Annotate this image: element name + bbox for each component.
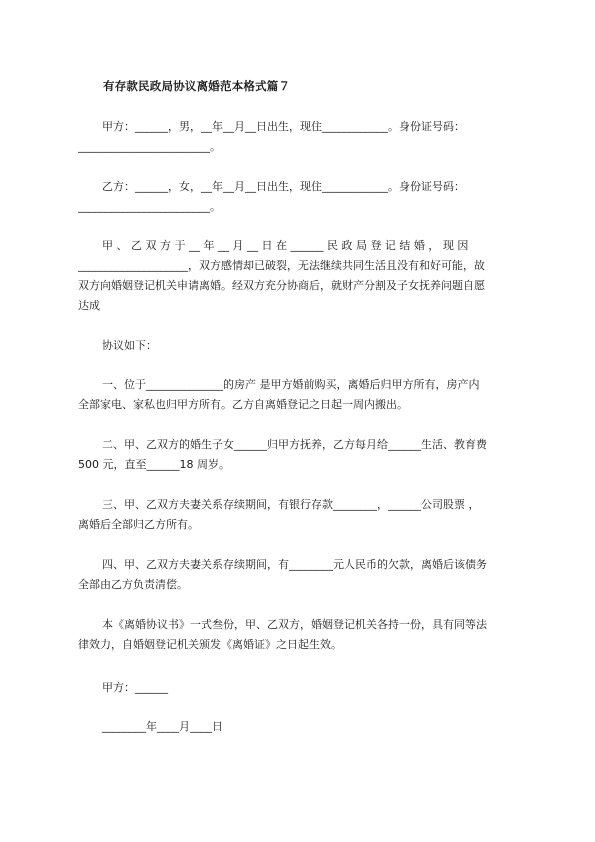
party-a-line-1: 甲方：______，男，__年__月__日出生，现住____________。身份证号码： xyxy=(102,120,465,133)
effectiveness-line-2: 律效力，自婚姻登记机关颁发《离婚证》之日起生效。 xyxy=(78,638,342,651)
agreement-intro-paragraph xyxy=(78,336,522,356)
signature-paragraph xyxy=(78,678,522,698)
clause-two-line-2: 500 元，直至______18 周岁。 xyxy=(78,458,230,471)
clause-one-line-2: 全部家电、家私也归甲方所有。乙方自离婚登记之日起一周内搬出。 xyxy=(78,398,408,411)
marriage-line-3: 双方向婚姻登记机关申请离婚。经双方充分协商后，就财产分割及子女抚养问题自愿 xyxy=(78,279,485,292)
date-paragraph xyxy=(78,717,522,737)
party-a-line-2: ________________________。 xyxy=(78,140,221,153)
clause-four-paragraph xyxy=(78,555,522,595)
party-a-paragraph xyxy=(78,117,522,157)
clause-four-line-1: 四、甲、乙双方夫妻关系存续期间，有________元人民币的欠款，离婚后该债务 xyxy=(102,558,487,571)
clause-one-line-1: 一、位于______________的房产 是甲方婚前购买，离婚后归甲方所有，房产内 xyxy=(102,378,480,391)
effectiveness-line-1: 本《离婚协议书》一式叁份，甲、乙双方，婚姻登记机关各持一份，具有同等法 xyxy=(102,618,487,631)
marriage-line-4: 达成 xyxy=(78,299,100,312)
clause-three-paragraph xyxy=(78,495,522,535)
party-b-line-1: 乙方：______，女，__年__月__日出生，现住____________。身份证号码： xyxy=(102,180,465,193)
clause-four-line-2: 全部由乙方负责清偿。 xyxy=(78,578,188,591)
clause-two-line-1: 二、甲、乙双方的婚生子女______归甲方抚养，乙方每月给______生活、教育费 xyxy=(102,438,487,451)
party-b-line-2: ________________________。 xyxy=(78,200,221,213)
document-title: 有存款民政局协议离婚范本格式篇７ xyxy=(103,79,291,93)
agreement-intro-line: 协议如下： xyxy=(102,339,157,352)
clause-two-paragraph xyxy=(78,435,522,475)
clause-three-line-1: 三、甲、乙双方夫妻关系存续期间，有银行存款________，______公司股票 ， xyxy=(102,498,480,511)
clause-three-line-2: 离婚后全部归乙方所有。 xyxy=(78,518,199,531)
marriage-registration-paragraph xyxy=(78,236,522,316)
signature-party-a: 甲方：______ xyxy=(102,681,168,694)
signature-date: ________年____月____日 xyxy=(102,720,223,733)
marriage-line-1: 甲 、 乙 双 方 于 __ 年 __ 月 __ 日 在 ______ 民 政 局 登 记 结 婚 ， 现 因 xyxy=(102,239,469,252)
marriage-line-2: ____________________，双方感情却已破裂，无法继续共同生活且没有和好可能，故 xyxy=(78,259,485,272)
party-b-paragraph xyxy=(78,177,522,217)
clause-one-paragraph xyxy=(78,375,522,415)
effectiveness-paragraph xyxy=(78,615,522,655)
